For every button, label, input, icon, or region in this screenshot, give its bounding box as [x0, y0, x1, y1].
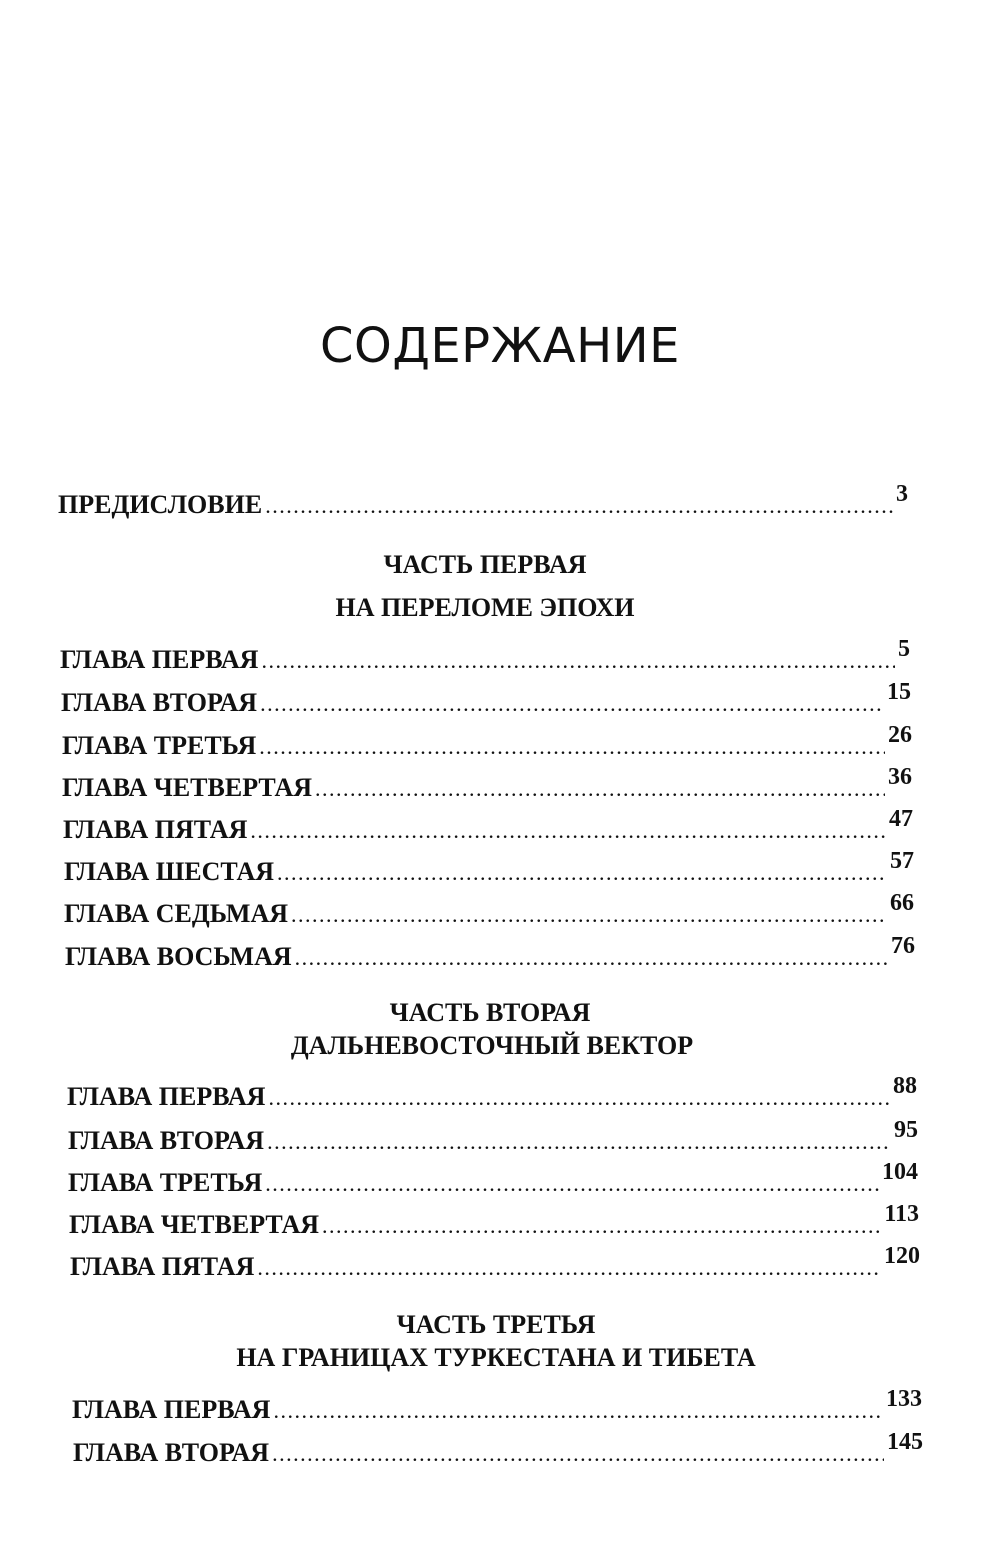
toc-entry	[62, 764, 912, 803]
dot-leader	[295, 947, 888, 969]
entry-label: ПРЕДИСЛОВИЕ	[58, 490, 263, 519]
toc-entry	[67, 1073, 917, 1112]
part-title: НА ПЕРЕЛОМЕ ЭПОХИ	[335, 593, 635, 622]
dot-leader	[260, 693, 884, 715]
part-title: НА ГРАНИЦАХ ТУРКЕСТАНА И ТИБЕТА	[236, 1343, 756, 1372]
entry-label: ГЛАВА ПЯТАЯ	[63, 815, 248, 844]
entry-label: ГЛАВА ШЕСТАЯ	[64, 857, 275, 886]
entry-page-number: 120	[884, 1243, 920, 1269]
entry-label: ГЛАВА ПЕРВАЯ	[60, 645, 259, 674]
entry-page-number: 113	[884, 1201, 919, 1227]
entry-page-number: 3	[896, 481, 908, 507]
part-label: ЧАСТЬ ПЕРВАЯ	[383, 550, 587, 579]
toc-entry	[73, 1429, 923, 1468]
toc-entry-preface	[58, 481, 908, 520]
entry-page-number: 104	[882, 1159, 918, 1185]
entry-page-number: 5	[898, 636, 910, 662]
entry-label: ГЛАВА ТРЕТЬЯ	[68, 1168, 263, 1197]
dot-leader	[291, 904, 887, 926]
entry-label: ГЛАВА ПЕРВАЯ	[67, 1082, 266, 1111]
entry-page-number: 36	[888, 764, 912, 790]
part-label: ЧАСТЬ ВТОРАЯ	[389, 998, 591, 1027]
toc-entry	[72, 1386, 922, 1425]
toc-entry	[68, 1117, 918, 1156]
entry-label: ГЛАВА ВТОРАЯ	[68, 1126, 265, 1155]
dot-leader	[259, 736, 885, 758]
dot-leader	[265, 1173, 879, 1195]
entry-label: ГЛАВА ТРЕТЬЯ	[62, 731, 257, 760]
entry-page-number: 133	[886, 1386, 922, 1412]
entry-label: ГЛАВА ВТОРАЯ	[73, 1438, 270, 1467]
entry-page-number: 95	[894, 1117, 918, 1143]
entry-page-number: 145	[887, 1429, 923, 1455]
entry-page-number: 57	[890, 848, 914, 874]
dot-leader	[322, 1215, 881, 1237]
dot-leader	[273, 1400, 883, 1422]
entry-label: ГЛАВА ВТОРАЯ	[61, 688, 258, 717]
entry-label: ГЛАВА СЕДЬМАЯ	[64, 899, 288, 928]
toc-entry	[63, 806, 913, 845]
toc-entry	[64, 848, 914, 887]
entry-label: ГЛАВА ЧЕТВЕРТАЯ	[69, 1210, 319, 1239]
toc-entry	[65, 933, 915, 972]
toc-entry	[62, 722, 912, 761]
dot-leader	[267, 1131, 891, 1153]
dot-leader	[257, 1257, 881, 1279]
dot-leader	[250, 820, 886, 842]
part-label: ЧАСТЬ ТРЕТЬЯ	[396, 1310, 596, 1339]
entry-page-number: 66	[890, 890, 914, 916]
entry-page-number: 47	[889, 806, 913, 832]
part-title: ДАЛЬНЕВОСТОЧНЫЙ ВЕКТОР	[290, 1031, 694, 1060]
entry-page-number: 26	[888, 722, 912, 748]
page-title: СОДЕРЖАНИЕ	[320, 318, 680, 374]
dot-leader	[315, 778, 885, 800]
dot-leader	[277, 862, 887, 884]
toc-entry	[64, 890, 914, 929]
dot-leader	[272, 1443, 884, 1465]
entry-label: ГЛАВА ПЕРВАЯ	[72, 1395, 271, 1424]
dot-leader	[265, 495, 893, 517]
toc-entry	[61, 679, 911, 718]
entry-label: ГЛАВА ВОСЬМАЯ	[65, 942, 292, 971]
entry-page-number: 76	[891, 933, 915, 959]
entry-label: ГЛАВА ЧЕТВЕРТАЯ	[62, 773, 312, 802]
dot-leader	[268, 1087, 890, 1109]
toc-entry	[60, 636, 910, 675]
dot-leader	[261, 650, 895, 672]
toc-entry	[68, 1159, 918, 1198]
toc-entry	[69, 1201, 919, 1240]
entry-label: ГЛАВА ПЯТАЯ	[70, 1252, 255, 1281]
entry-page-number: 88	[893, 1073, 917, 1099]
toc-entry	[70, 1243, 920, 1282]
entry-page-number: 15	[887, 679, 911, 705]
